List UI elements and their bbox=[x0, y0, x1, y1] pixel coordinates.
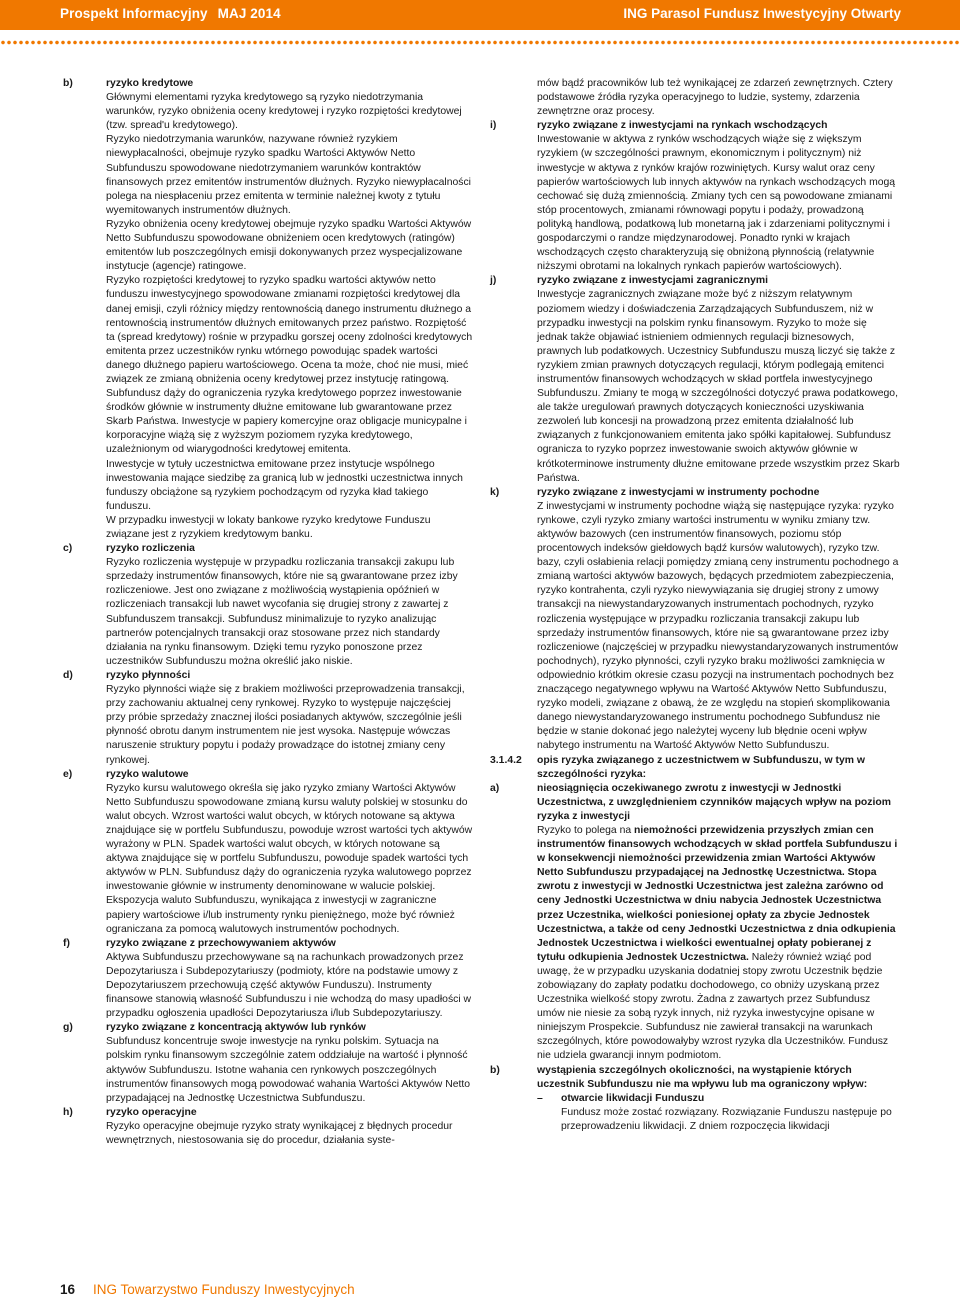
section-title: opis ryzyka związanego z uczestnictwem w Subfunduszu, w tym w szczególności ryzyka: bbox=[537, 754, 865, 780]
item-title: ryzyko operacyjne bbox=[106, 1106, 197, 1118]
item-paragraph: Ryzyko obniżenia oceny kredytowej obejmuje ryzyko spadku Wartości Aktywów Netto Subfunduszu spowodowane obniżeniem ocen kredytowych (ratingów) emitentów lub poszczególnych emisji dokonywanych przez wyspecjalizowane instytucje (agencje) ratingowe. bbox=[106, 218, 472, 273]
risk-item bbox=[63, 937, 473, 1022]
item-paragraph: Inwestycje w tytuły uczestnictwa emitowane przez instytucje wspólnego inwestowania mające siedzibę za granicą lub w jednostki uczestnictwa innych funduszy obciążone są ryzykiem pochodzącym od ryzyka kład takiego funduszu. bbox=[106, 458, 463, 512]
risk-item-a bbox=[490, 782, 900, 1064]
company-name: ING Towarzystwo Funduszy Inwestycyjnych bbox=[93, 1282, 355, 1297]
risk-item bbox=[63, 768, 473, 937]
risk-item bbox=[490, 486, 900, 754]
item-title: ryzyko kredytowe bbox=[106, 78, 194, 89]
item-title: ryzyko związane z koncentracją aktywów lub rynków bbox=[106, 1022, 366, 1034]
page-footer bbox=[60, 1282, 355, 1297]
sub-item bbox=[537, 1092, 900, 1134]
item-title: nieosiągnięcia oczekiwanego zwrotu z inwestycji w Jednostki Uczestnictwa, z uwzględnieniem czynników mających wpływ na poziom ryzyka z inwestycji bbox=[537, 782, 891, 822]
item-title: ryzyko związane z inwestycjami zagranicznymi bbox=[537, 275, 768, 287]
item-title: ryzyko związane z przechowywaniem aktywów bbox=[106, 937, 336, 949]
risk-item bbox=[490, 119, 900, 274]
item-title: ryzyko płynności bbox=[106, 669, 191, 681]
item-paragraph: Inwestycje zagranicznych związane może być z niższym relatywnym poziomem wiedzy i doświadczenia Zarządzających Subfunduszem, niż w przypadku inwestycji na polskim rynku finansowym. Ryzyko to może się jednak także objawiać istnieniem odmiennych regulacji biznesowych, prawnych lub podatkowych. Uczestnicy Subfunduszu muszą liczyć się także z ryzykiem zmian prawnych dotyczących regulacji, którym podlegają emitenci instrumentów finansowych wchodzących w skład portfela inwestycyjnego Subfunduszu. Zmiany te mogą w szczególności dotyczyć prawa podatkowego, ale także uregulowań prawnych dotyczących konieczności uzyskiwania zezwoleń lub koncesji na prowadzoną przez emitenta działalność lub związanych z funkcjonowaniem emitenta jako spółki kapitałowej. Subfundusz ogranicza to ryzyko poprzez inwestowanie swoich aktywów głównie w krótkoterminowe instrumenty dłużne emitowane przede wszystkim przez Skarb Państwa. bbox=[537, 289, 900, 484]
document-title: Prospekt Informacyjny bbox=[60, 6, 208, 21]
sub-item-title: otwarcie likwidacji Funduszu bbox=[561, 1092, 705, 1104]
item-label: c) bbox=[63, 543, 73, 555]
item-label: i) bbox=[490, 120, 497, 132]
risk-item-b bbox=[490, 1064, 900, 1134]
item-paragraph: Aktywa Subfunduszu przechowywane są na rachunkach prowadzonych przez Depozytariusza i Subdepozytariuszy (podmioty, które na podstawie umowy z Depozytariuszem przechowują część aktywów Funduszu). Instrumenty finansowe stanowią własność Subfunduszu i nie wchodzą do masy upadłości w przypadku ogłoszenia upadłości Depozytariusza i/lub Subdepozytariuszy. bbox=[106, 951, 472, 1020]
risk-item bbox=[63, 1021, 473, 1106]
sub-item-text: Fundusz może zostać rozwiązany. Rozwiązanie Funduszu następuje po przeprowadzeniu likwidacji. Z dniem rozpoczęcia likwidacji bbox=[561, 1106, 892, 1132]
item-label: b) bbox=[63, 78, 73, 89]
item-paragraph: Ryzyko rozpiętości kredytowej to ryzyko spadku wartości aktywów netto funduszu inwestycyjnego spowodowane zmianami rozpiętości kredytowej dla danej emisji, czyli różnicy między rentownością danego instrumentu dłużnego a rentownością instrumentów dłużnych emitowanych przez państwo. Rozpiętość ta (spread kredytowy) rośnie w przypadku gorszej oceny zdolności kredytowych emitenta przez uczestników rynku wtórnego powodując spadek wartości danego dłużnego papieru wartościowego. Ocena ta może, choć nie musi, mieć związek ze zmianą obniżenia oceny kredytowej przez instytucję ratingową. bbox=[106, 275, 473, 385]
item-label: e) bbox=[63, 768, 73, 780]
item-paragraph: Subfundusz dąży do ograniczenia ryzyka kredytowego poprzez inwestowanie środków głównie w instrumenty dłużne emitowane lub gwarantowane przez Skarb Państwa. Inwestycje w papiery komercyjne oraz obligacje municypalne i korporacyjne wiążą się z wyższym poziomem ryzyka kredytowego, uzależnionym od wiarygodności kredytowej emitenta. bbox=[106, 388, 467, 456]
item-paragraph: Ryzyko niedotrzymania warunków, nazywane również ryzykiem niewypłacalności, obejmuje ryzyko spadku Wartości Aktywów Netto Subfunduszu spowodowane niedotrzymaniem warunków kontraktów finansowych przez emitentów instrumentów dłużnych. Ryzyko niewypłacalności polega na niespłaceniu przez emitenta w terminie należnej kwoty z tytułu wyemitowanych instrumentów dłużnych. bbox=[106, 134, 471, 216]
risk-item bbox=[63, 669, 473, 768]
section-3-1-4-2 bbox=[490, 754, 900, 782]
continuation-block bbox=[490, 77, 900, 119]
item-label: g) bbox=[63, 1022, 73, 1034]
item-label: b) bbox=[490, 1064, 500, 1076]
item-title: ryzyko związane z inwestycjami w instrumenty pochodne bbox=[537, 486, 820, 498]
item-label: d) bbox=[63, 669, 73, 681]
item-label: k) bbox=[490, 486, 500, 498]
page-number: 16 bbox=[60, 1282, 76, 1297]
item-title: ryzyko rozliczenia bbox=[106, 543, 195, 555]
risk-item bbox=[63, 542, 473, 669]
item-paragraph: Ryzyko operacyjne obejmuje ryzyko straty wynikającej z błędnych procedur wewnętrznych, niestosowania się do procedur, działania syste- bbox=[106, 1120, 453, 1147]
item-paragraph: Ryzyko rozliczenia występuje w przypadku rozliczania transakcji zakupu lub sprzedaży instrumentów finansowych, które nie są gwarantowane przez izby rozliczeniowe. Jest ono związane z możliwością wystąpienia opóźnień w rozliczeniach transakcji lub nawet wycofania się drugiej strony z zawartej z Subfunduszem transakcji. Subfundusz minimalizuje to ryzyko analizując partnerów potencjalnych transakcji oraz stosowane przez nich standardy działania na rynku finansowym. Dzięki temu ryzyko ponoszone przez uczestników Subfunduszu można określić jako niskie. bbox=[106, 557, 458, 667]
item-paragraph: Z inwestycjami w instrumenty pochodne wiążą się następujące ryzyka: ryzyko rynkowe, czyli ryzyko zmiany wartości instrumentu w wyniku zmiany tzw. aktywów bazowych (cen instrumentów finansowych, poziomu stóp procentowych indeksów giełdowych bądź kursów walutowych), ryzyko tzw. bazy, czyli osłabienia relacji pomiędzy zmianą ceny instrumentu pochodnego a zmianą wartości aktywów bazowych, będących przedmiotem zabezpieczenia, ryzyko kontrahenta, czyli ryzyko niewywiązania się drugiej strony z umowy transakcji na niewystandaryzowanych instrumentach pochodnych, ryzyko rozliczenia występujące w przypadku rozliczania transakcji zakupu lub sprzedaży instrumentów finansowych, które nie są gwarantowane przez izby rozliczeniowe (najczęściej w przypadku niewystandaryzowanych instrumentów pochodnych), ryzyko płynności, czyli ryzyko braku możliwości zamknięcia w odpowiednio krótkim okresie czasu pozycji na instrumentach pochodnych bez znaczącego negatywnego wpływu na Wartość Aktywów Netto Subfunduszu, ryzyko modeli, związane z obawą, że ze względu na stopień skomplikowania danego niewystandaryzowanego instrumentu pochodnego Subfundusz nie będzie w stanie dokonać jego należytej wyceny lub błędnie oceni wpływ nabytego instrumentu na Wartość Aktywów Netto Subfunduszu. bbox=[537, 500, 899, 752]
right-column bbox=[490, 77, 900, 1134]
continuation-text: mów bądź pracowników lub też wynikającej ze zdarzeń zewnętrznych. Cztery podstawowe źródła ryzyka operacyjnego to ludzie, systemy, zdarzenia zewnętrzne oraz procesy. bbox=[537, 78, 893, 118]
fund-name: ING Parasol Fundusz Inwestycyjny Otwarty bbox=[623, 6, 901, 21]
page-header bbox=[0, 0, 960, 30]
item-label: a) bbox=[490, 782, 500, 794]
item-paragraph: Inwestowanie w aktywa z rynków wschodzących wiąże się z większym ryzykiem (w szczególności prawnym, ekonomicznym i politycznym) niż inwestycje w aktywa z rynków krajów rozwiniętych. Kursy walut oraz ceny papierów wartościowych lub innych aktywów na rynkach wschodzących mogą cechować się dużą zmiennością. Zmiany tych cen są powodowane zmianami stóp procentowych, zmianami równowagi popytu i podaży, prowadzoną polityką handlową, podatkową lub monetarną jak i zdarzeniami politycznymi i gospodarczymi o randze międzynarodowej. Ponadto rynki w krajach wschodzących często charakteryzują się obniżoną płynnością (relatywnie niższymi obrotami na lokalnych rynkach papierów wartościowych). bbox=[537, 134, 896, 273]
item-title: ryzyko związane z inwestycjami na rynkach wschodzących bbox=[537, 120, 828, 132]
item-paragraph: Ryzyko to polega na niemożności przewidzenia przyszłych zmian cen instrumentów finansowych wchodzących w skład portfela Subfunduszu i w konsekwencji niemożności przewidzenia zmian Wartości Aktywów Netto Subfunduszu przypadającej na Jednostkę Uczestnictwa. Stopa zwrotu z inwestycji w Jednostki Uczestnictwa jest zależna zarówno od ceny Jednostki Uczestnictwa w dniu nabycia Jednostek Uczestnictwa przez Uczestnika, wielkości poniesionej opłaty za zbycie Jednostek Uczestnictwa, a także od ceny Jednostki Uczestnictwa z dnia odkupienia Jednostek Uczestnictwa i wielkości ewentualnej opłaty pobieranej z tytułu odkupienia Jednostek Uczestnictwa. Należy również wziąć pod uwagę, że w przypadku uzyskania dodatniej stopy zwrotu Uczestnik będzie zobowiązany do zapłaty podatku dochodowego, co obniży uzyskaną przez Uczestnika wielkość stopy zwrotu. Żadna z zawartych przez Subfundusz umów nie niesie za sobą ryzyk innych, niż ryzyka inwestycyjne opisane w niniejszym Prospekcie. Subfundusz nie zawierał transakcji na warunkach szczególnych, które powodowałyby wzrost ryzyka dla Uczestników. Fundusz nie udziela gwarancji innym podmiotom. bbox=[537, 824, 898, 1062]
item-label: j) bbox=[490, 275, 497, 287]
risk-item bbox=[63, 77, 473, 542]
item-paragraph: Głównymi elementami ryzyka kredytowego są ryzyko niedotrzymania warunków, ryzyko obniżenia oceny kredytowej i ryzyko rozpiętości kredytowej (tzw. spread'u kredytowego). bbox=[106, 92, 462, 132]
item-paragraph: Ryzyko płynności wiąże się z brakiem możliwości przeprowadzenia transakcji, przy zachowaniu aktualnej ceny rynkowej. Ryzyko to występuje najczęściej przy próbie sprzedaży znacznej ilości posiadanych aktywów, szczególnie jeśli płynność obrotu danym instrumentem nie jest wysoka. Następuje wówczas naruszenie struktury popytu i podaży prowadzące do istotnej zmiany ceny rynkowej. bbox=[106, 684, 465, 766]
left-column bbox=[63, 77, 473, 1148]
risk-item bbox=[490, 274, 900, 485]
item-title: ryzyko walutowe bbox=[106, 768, 189, 780]
document-date: MAJ 2014 bbox=[217, 6, 281, 21]
dotted-divider bbox=[0, 38, 960, 46]
item-label: h) bbox=[63, 1106, 73, 1118]
risk-item bbox=[63, 1106, 473, 1148]
item-paragraph: W przypadku inwestycji w lokaty bankowe ryzyko kredytowe Funduszu związane jest z ryzykiem kredytowym banku. bbox=[106, 514, 431, 540]
item-paragraph: Ryzyko kursu walutowego określa się jako ryzyko zmiany Wartości Aktywów Netto Subfunduszu spowodowane zmianą kursu waluty polskiej w stosunku do walut obcych. Wzrost wartości walut obcych, w których notowane są aktywa znajdujące się w portfelu Subfunduszu, powoduje wzrost wartości tych aktywów wyrażony w PLN. Spadek wartości walut obcych, w których notowane są aktywa znajdujące się w portfelu Subfunduszu, powoduje spadek wartości tych aktywów w PLN. Subfundusz dąży do ograniczenia ryzyka walutowego poprzez inwestowanie głównie w instrumenty denominowane w walucie polskiej. Ekspozycja waluto Subfunduszu, wynikająca z inwestycji w zagraniczne papiery wartościowe i/lub instrumenty rynku pieniężnego, może być również ograniczana za pomocą walutowych instrumentów pochodnych. bbox=[106, 782, 473, 935]
section-label: 3.1.4.2 bbox=[490, 754, 522, 766]
item-paragraph: Subfundusz koncentruje swoje inwestycje na rynku polskim. Sytuacja na polskim rynku finansowym szczególnie zatem oddziałuje na wartość i płynność aktywów Subfunduszu. Istotne wahania cen rynkowych poszczególnych instrumentów finansowych mogą powodować wahania Wartości Aktywów Netto przypadającej na Jednostkę Uczestnictwa Subfunduszu. bbox=[106, 1036, 471, 1104]
header-left bbox=[60, 6, 281, 21]
item-title: wystąpienia szczególnych okoliczności, na wystąpienie których uczestnik Subfunduszu nie ma wpływu lub ma ograniczony wpływ: bbox=[537, 1064, 868, 1090]
dash-marker: – bbox=[537, 1092, 543, 1104]
item-label: f) bbox=[63, 937, 70, 949]
